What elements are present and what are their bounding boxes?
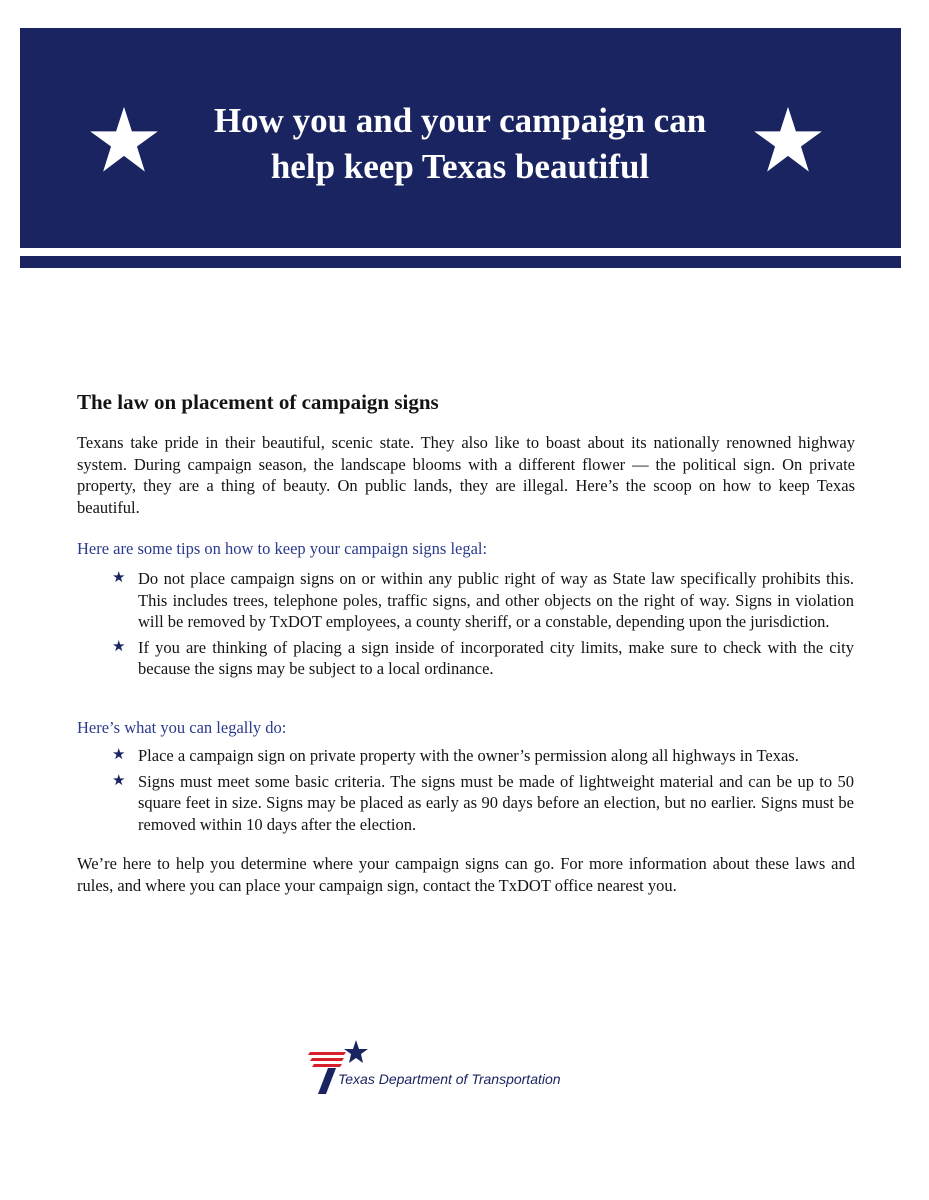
list-item-text: Do not place campaign signs on or within any public right of way as State law specifically prohibits this. This includes trees, telephone poles, traffic signs, and other objects on the right of way. Signs in violation will be removed by TxDOT employees, a county sheriff, or a constable, depending upon the jurisdiction.	[138, 569, 854, 631]
section-title: The law on placement of campaign signs	[77, 390, 439, 414]
star-bullet-icon: ★	[112, 638, 126, 655]
legal-heading: Here’s what you can legally do:	[77, 718, 287, 737]
star-bullet-icon: ★	[112, 772, 126, 789]
banner-divider	[20, 256, 901, 268]
star-bullet-icon: ★	[112, 747, 126, 763]
list-item	[112, 771, 854, 836]
list-item	[112, 637, 854, 680]
list-item	[112, 745, 854, 767]
star-icon	[752, 104, 824, 176]
intro-paragraph: Texans take pride in their beautiful, scenic state. They also like to boast about its nationally renowned highway system. During campaign season, the landscape blooms with a different flower — the political sign. On private property, they are a thing of beauty. On public lands, they are illegal. Here’s the scoop on how to keep Texas beautiful.	[77, 433, 855, 517]
star-icon	[88, 104, 160, 176]
tips-heading: Here are some tips on how to keep your campaign signs legal:	[77, 539, 488, 558]
legal-list	[112, 745, 854, 839]
closing-paragraph: We’re here to help you determine where your campaign signs can go. For more information about these laws and rules, and where you can place your campaign sign, contact the TxDOT office nearest you.	[77, 854, 855, 895]
banner-title-line-2: help keep Texas beautiful	[270, 147, 650, 186]
list-item-text: Place a campaign sign on private property with the owner’s permission along all highways in Texas.	[138, 746, 799, 765]
list-item-text: Signs must meet some basic criteria. The signs must be made of lightweight material and can be up to 50 square feet in size. Signs may be placed as early as 90 days before an election, but no earlier. Signs must be removed within 10 days after the election.	[138, 771, 854, 834]
logo-text: Texas Department of Transportation	[338, 1071, 561, 1087]
list-item	[112, 568, 854, 633]
list-item-text: If you are thinking of placing a sign inside of incorporated city limits, make sure to check with the city because the signs may be subject to a local ordinance.	[138, 637, 854, 678]
txdot-logo	[306, 1038, 606, 1098]
star-bullet-icon: ★	[112, 570, 126, 586]
banner-title-line-1: How you and your campaign can	[213, 101, 707, 140]
tips-list	[112, 568, 854, 684]
banner-title	[170, 98, 750, 190]
